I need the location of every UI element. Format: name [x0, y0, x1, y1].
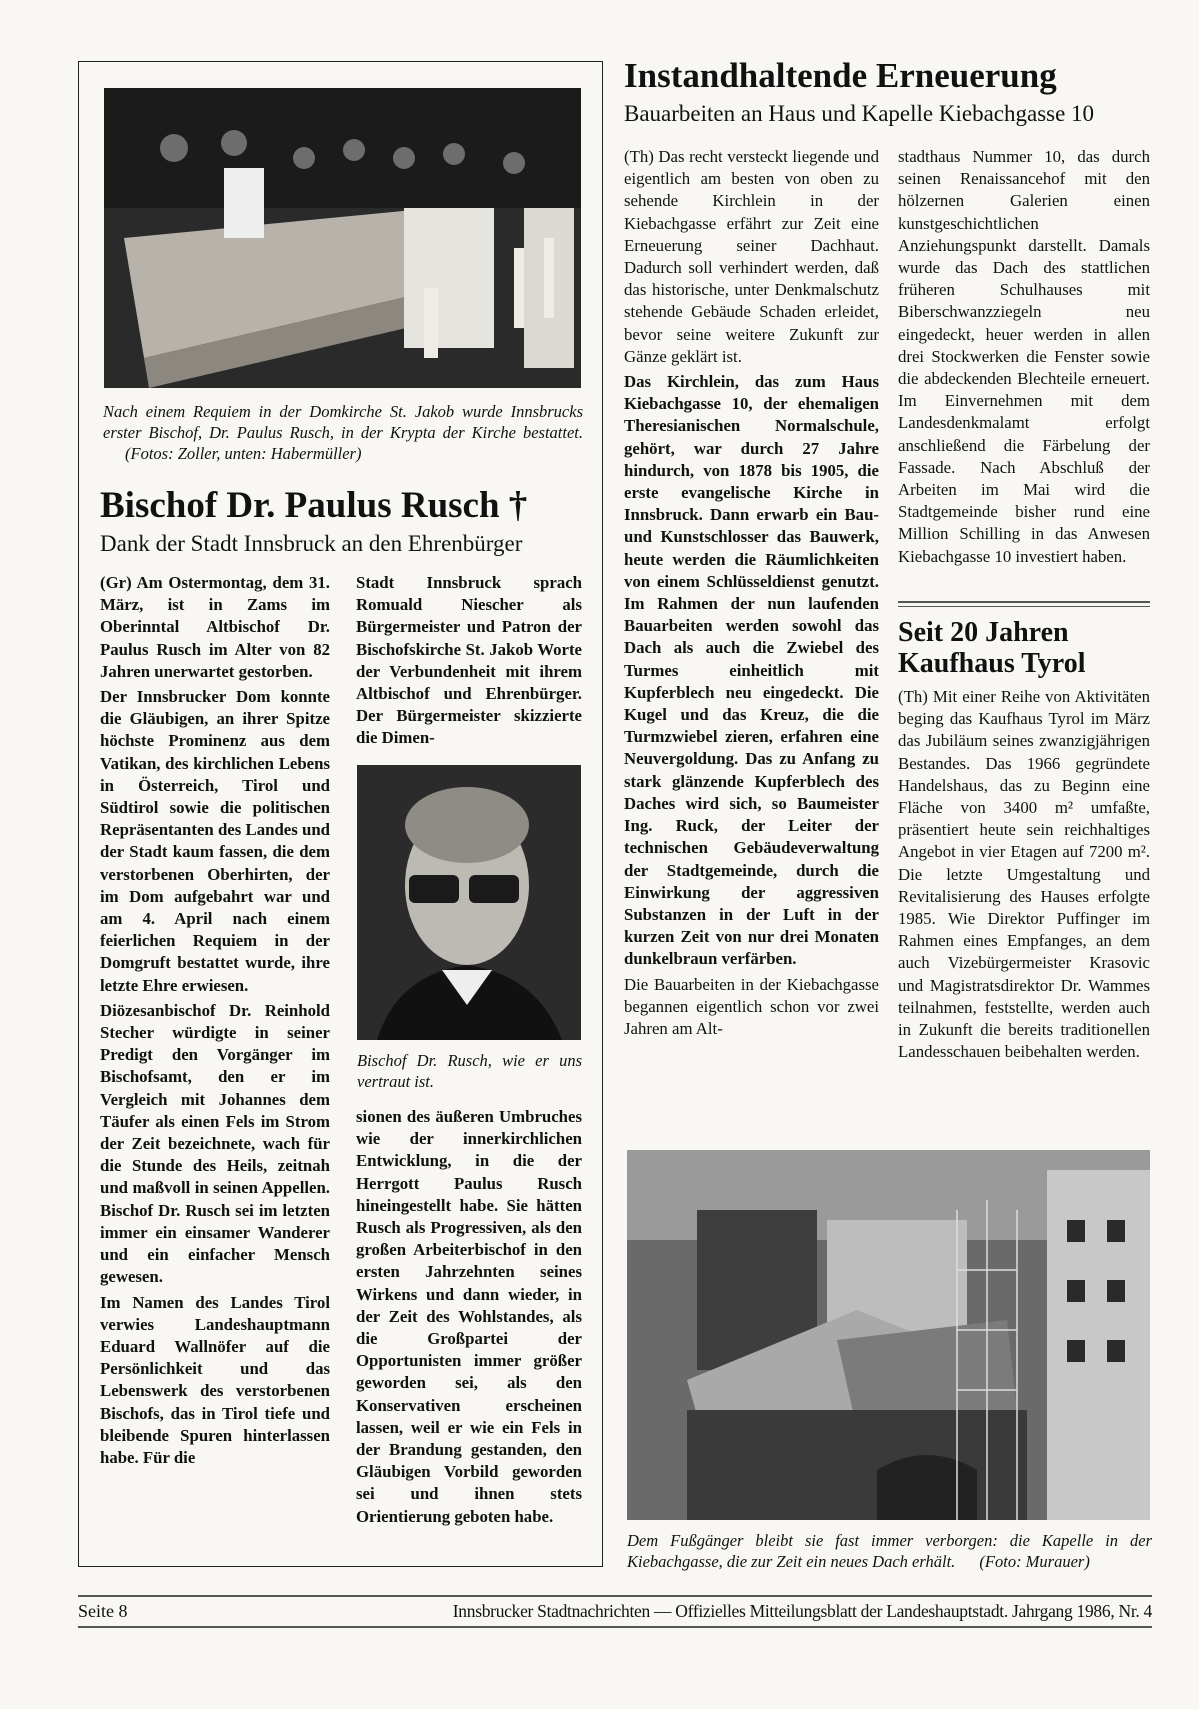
page-number: Seite 8 — [78, 1601, 128, 1621]
paragraph: (Th) Das recht versteckt liegende und eigentlich am besten von oben zu sehende Kirchlein in der Kiebachgasse erfährt zur Zeit eine Erneuerung seiner Dachhaut. Dadurch soll verhindert werden, daß das historische, unter Denkmalschutz stehende Gebäude Schaden erleidet, bevor seine weitere Zukunft zur Gänze geklärt ist. — [624, 147, 879, 366]
paragraph: Im Namen des Landes Tirol verwies Landeshauptmann Eduard Wallnöfer auf die Persönlichkeit und das Lebenswerk des verstorbenen Bischofs, das in Tirol tiefe und bleibende Spuren hinterlassen habe. Für die — [100, 1292, 330, 1467]
paragraph: Das Kirchlein, das zum Haus Kiebachgasse 10, der ehemaligen Theresianischen Normalschule, gehört, war durch 27 Jahre hindurch, von 1878 bis 1905, die erste evangelische Kirche in Innsbruck. Dann erwarb ein Bau- und Kunstschlosser das Bauwerk, heute werden die Räumlichkeiten von einem Schlüsseldienst genutzt. Im Rahmen der nun laufenden Bauarbeiten werden sowohl das Dach als auch die Zwiebel des Turmes einheitlich mit Kupferblech neu eingedeckt. Die Kugel und das Kreuz, die die Turmzwiebel zieren, erfahren eine Neuvergoldung. Das zu Anfang zu stark glänzende Kupferblech des Daches wird sich, so Baumeister Ing. Ruck, der Leiter der technischen Gebäudeverwaltung der Stadtgemeinde, durch die Einwirkung der aggressiven Substanzen in der Luft in der kurzen Zeit von nur drei Monaten dunkelbraun verfärben. — [624, 372, 879, 969]
portrait-caption: Bischof Dr. Rusch, wie er uns vertraut ist. — [357, 1051, 582, 1091]
section-divider — [898, 606, 1150, 607]
bishop-article-column-1 — [100, 572, 330, 1472]
paragraph: Der Innsbrucker Dom konnte die Gläubigen, an ihrer Spitze höchste Prominenz aus dem Vatikan, des kirchlichen Lebens in Österreich, Tirol und Südtirol sowie die politischen Repräsentanten des Landes und der Stadt kaum fassen, die dem verstorbenen Oberhirten, der im Dom aufgebahrt war und am 4. April nach einem feierlichen Requiem in der Domgruft bestattet wurde, ihre letzte Ehre erwiesen. — [100, 687, 330, 995]
photo-credit: (Fotos: Zoller, unten: Habermüller) — [125, 444, 362, 463]
paragraph: (Th) Mit einer Reihe von Aktivitäten beging das Kaufhaus Tyrol im März das Jubiläum seines zwanzigjährigen Bestandes. Das 1966 gegründete Handelshaus, das zu Beginn eine Fläche von 3400 m² umfaßte, präsentiert heute sein reichhaltiges Angebot in vier Etagen auf 7200 m². Die letzte Umgestaltung und Revitalisierung des Hauses erfolgte 1985. Wie Direktor Puffinger im Rahmen eines Empfanges, an dem auch Vizebürgermeister Krasovic und Magistratsdirektor Dr. Wammes teilnahmen, feststellte, werden auch in Zukunft die bereits traditionellen Landesschauen beibehalten werden. — [898, 687, 1150, 1062]
kaufhaus-article-title-line-2: Kaufhaus Tyrol — [898, 648, 1086, 679]
paragraph: sionen des äußeren Umbruches wie der innerkirchlichen Entwicklung, in die der Herrgott Paulus Rusch hineingestellt habe. Sie hätten Rusch als Progressiven, als den großen Arbeiterbischof in den ersten Jahrzehnten seines Wirkens und dann wieder, in der Zeit des Wohlstandes, als die Großpartei der Opportunisten immer größer geworden sei, als den Konservativen erscheinen lassen, weil er wie ein Fels in der Brandung gestanden, den Gläubigen Vorbild geworden sei und ihnen stets Orientierung geboten habe. — [356, 1107, 582, 1526]
renovation-article-column-1 — [624, 146, 879, 1043]
paragraph: Stadt Innsbruck sprach Romuald Niescher als Bürgermeister und Patron der Bischofskirche St. Jakob Worte der Verbundenheit mit ihrem Altbischof und Ehrenbürger. Der Bürgermeister skizzierte die Dimen- — [356, 573, 582, 748]
bishop-portrait-photo — [357, 765, 581, 1040]
bishop-article-subtitle: Dank der Stadt Innsbruck an den Ehrenbürger — [100, 531, 523, 556]
footer-top-rule — [78, 1595, 1152, 1597]
paragraph: (Gr) Am Ostermontag, dem 31. März, ist in Zams im Oberinntal Altbischof Dr. Paulus Rusch im Alter von 82 Jahren unerwartet gestorben. — [100, 573, 330, 681]
chapel-photo-caption — [627, 1530, 1152, 1572]
funeral-photo — [104, 88, 581, 388]
paragraph: Die Bauarbeiten in der Kiebachgasse begannen eigentlich schon vor zwei Jahren am Alt- — [624, 974, 879, 1038]
footer-bottom-rule — [78, 1626, 1152, 1628]
caption-text: Nach einem Requiem in der Domkirche St. Jakob wurde Innsbrucks erster Bischof, Dr. Paulus Rusch, in der Krypta der Kirche bestattet. — [103, 402, 583, 442]
renovation-article-title: Instandhaltende Erneuerung — [624, 56, 1057, 95]
kaufhaus-article-body — [898, 686, 1150, 1066]
bishop-article-title: Bischof Dr. Paulus Rusch † — [100, 485, 528, 526]
bishop-article-column-2-bottom — [356, 1106, 582, 1531]
paragraph: Diözesanbischof Dr. Reinhold Stecher würdigte in seiner Predigt den Vorgänger im Bischofsamt, den er im Vergleich mit Johannes dem Täufer als einen Fels im Strom der Zeit bezeichnete, wach für die Stunde des Heils, zeitnah und maßvoll in seinen Appellen. Bischof Dr. Rusch sei im letzten immer ein einsamer Wanderer und ein einfacher Mensch gewesen. — [100, 1000, 330, 1287]
chapel-photo — [627, 1150, 1150, 1520]
publication-line: Innsbrucker Stadtnachrichten — Offizielles Mitteilungsblatt der Landeshauptstadt. Jahrgang 1986, Nr. 4 — [452, 1601, 1152, 1621]
caption-text: Dem Fußgänger bleibt sie fast immer verborgen: die Kapelle in der Kiebachgasse, die zur Zeit ein neues Dach erhält. — [627, 1531, 1152, 1571]
paragraph: stadthaus Nummer 10, das durch seinen Renaissancehof mit den hölzernen Galerien einen kunstgeschichtlichen Anziehungspunkt darstellt. Damals wurde das Dach des stattlichen früheren Schulhauses mit Biberschwanzziegeln neu eingedeckt, heuer werden in allen drei Stockwerken die Fenster sowie die abdeckenden Blechteile erneuert. Im Einvernehmen mit dem Landesdenkmalamt erfolgt anschließend die Färbelung der Fassade. Nach Abschluß der Arbeiten im Mai wird die Stadtgemeinde bisher rund eine Million Schilling in das Anwesen Kiebachgasse 10 investiert haben. — [898, 147, 1150, 566]
funeral-photo-caption — [103, 401, 583, 464]
renovation-article-subtitle: Bauarbeiten an Haus und Kapelle Kiebachgasse 10 — [624, 101, 1095, 126]
renovation-article-column-2 — [898, 146, 1150, 571]
bishop-article-column-2-top — [356, 572, 582, 753]
photo-credit: (Foto: Murauer) — [979, 1552, 1090, 1571]
section-divider — [898, 601, 1150, 603]
kaufhaus-article-title-line-1: Seit 20 Jahren — [898, 617, 1069, 648]
